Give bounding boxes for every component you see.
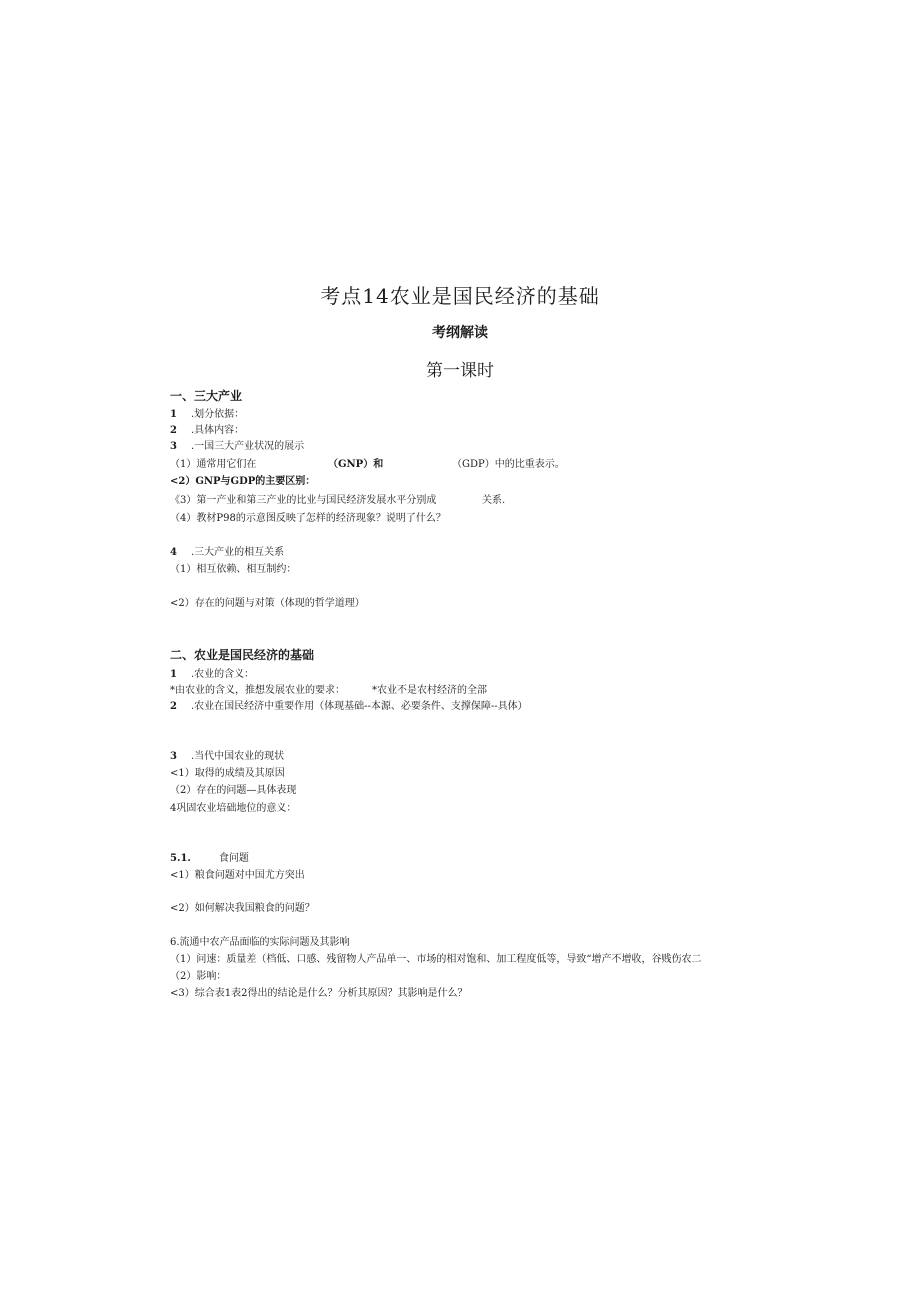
lesson-title: 第一课时	[426, 361, 494, 381]
s1-item-2-text: .具体内容：	[190, 425, 245, 436]
section1-heading: 一、三大产业	[170, 389, 243, 403]
s1-item-3-1-b: （GNP）和	[328, 459, 384, 470]
s2-item-1-text: .农业的含义：	[190, 669, 255, 680]
s1-item-1-text: .划分依据：	[190, 409, 245, 420]
s2-item-5-text: 食问题	[218, 853, 249, 864]
s1-item-3-4: （4）教材P98的示意图反映了怎样的经济现象？说明了什么？	[170, 513, 446, 524]
s2-item-1-sub-right	[372, 681, 487, 696]
s1-item-3-2: <2）GNP与GDP的主要区别：	[170, 476, 316, 487]
s2-item-3-num: 3	[170, 751, 177, 762]
s1-item-3-1-gdp	[452, 455, 565, 470]
s2-item-6-1: （1）问速：质量差（档低、口感、残留物人产品单一、市场的相对饱和、加工程度低等，导致“增产不增收，谷贱伤农二	[170, 954, 702, 965]
page-title: 考点14农业是国民经济的基础	[320, 284, 600, 308]
s2-item-2-text: .农业在国民经济中重要作用（体现基础--本源、必要条件、支撑保障--具体）	[190, 701, 528, 712]
s2-item-2-num: 2	[170, 701, 177, 712]
s1-item-3-1-c: （GDP）中的比重表示。	[452, 459, 565, 470]
s1-item-4	[170, 543, 284, 558]
s2-item-3-2: （2）存在的问题—具体表现	[170, 785, 297, 796]
s1-item-3	[170, 437, 304, 452]
s1-item-3-3-b: 关系.	[482, 495, 506, 506]
s1-item-4-text: .三大产业的相互关系	[190, 547, 285, 558]
s1-item-3-3-a: 《3）第一产业和第三产业的比业与国民经济发展水平分别成	[170, 495, 437, 506]
s1-item-4-2: <2）存在的问题与对策（体现的哲学道理）	[170, 598, 365, 609]
s1-item-3-1	[170, 455, 256, 470]
s2-item-1-sub-a: *由农业的含义，推想发展农业的要求：	[170, 685, 345, 696]
s1-item-3-1-a: （1）通常用它们在	[170, 459, 257, 470]
s2-item-2	[170, 697, 528, 712]
s2-item-6-2: （2）影响：	[170, 971, 227, 982]
s1-item-1	[170, 405, 244, 420]
s2-item-5-1: <1）粮食问题对中国尤方突出	[170, 870, 305, 881]
s2-item-5-2: <2）如何解决我国粮食的问题？	[170, 903, 315, 914]
s1-item-4-1: （1）相互依赖、相互制约：	[170, 564, 297, 575]
s2-item-4: 4巩固农业培础地位的意义：	[170, 803, 297, 814]
s2-item-1-sub-b: *农业不是农村经济的全部	[372, 685, 487, 696]
s1-item-4-num: 4	[170, 547, 177, 558]
s2-item-3	[170, 747, 284, 762]
page-subtitle: 考纲解读	[432, 325, 488, 341]
s2-item-3-text: .当代中国农业的现状	[190, 751, 285, 762]
s1-item-2-num: 2	[170, 425, 177, 436]
s1-item-3-text: .一国三大产业状况的展示	[190, 441, 305, 452]
s2-item-1-num: 1	[170, 669, 177, 680]
s2-item-1	[170, 665, 254, 680]
s1-item-2	[170, 421, 244, 436]
s2-item-5	[170, 849, 249, 864]
section2-heading: 二、农业是国民经济的基础	[170, 648, 315, 662]
s2-item-5-num: 5.1.	[170, 853, 191, 864]
s2-item-6-3: <3）综合表1表2得出的结论是什么？分析其原因？其影响是什么？	[170, 988, 468, 999]
s2-item-6: 6.流通中农产品面临的实际问题及其影响	[170, 937, 350, 948]
s1-item-3-3-blank	[482, 491, 505, 506]
s1-item-1-num: 1	[170, 409, 177, 420]
s1-item-3-3	[170, 491, 436, 506]
s2-item-3-1: <1）取得的成绩及其原因	[170, 768, 285, 779]
s2-item-1-sub	[170, 681, 345, 696]
s1-item-3-num: 3	[170, 441, 177, 452]
s1-item-3-1-gnp	[328, 455, 383, 470]
